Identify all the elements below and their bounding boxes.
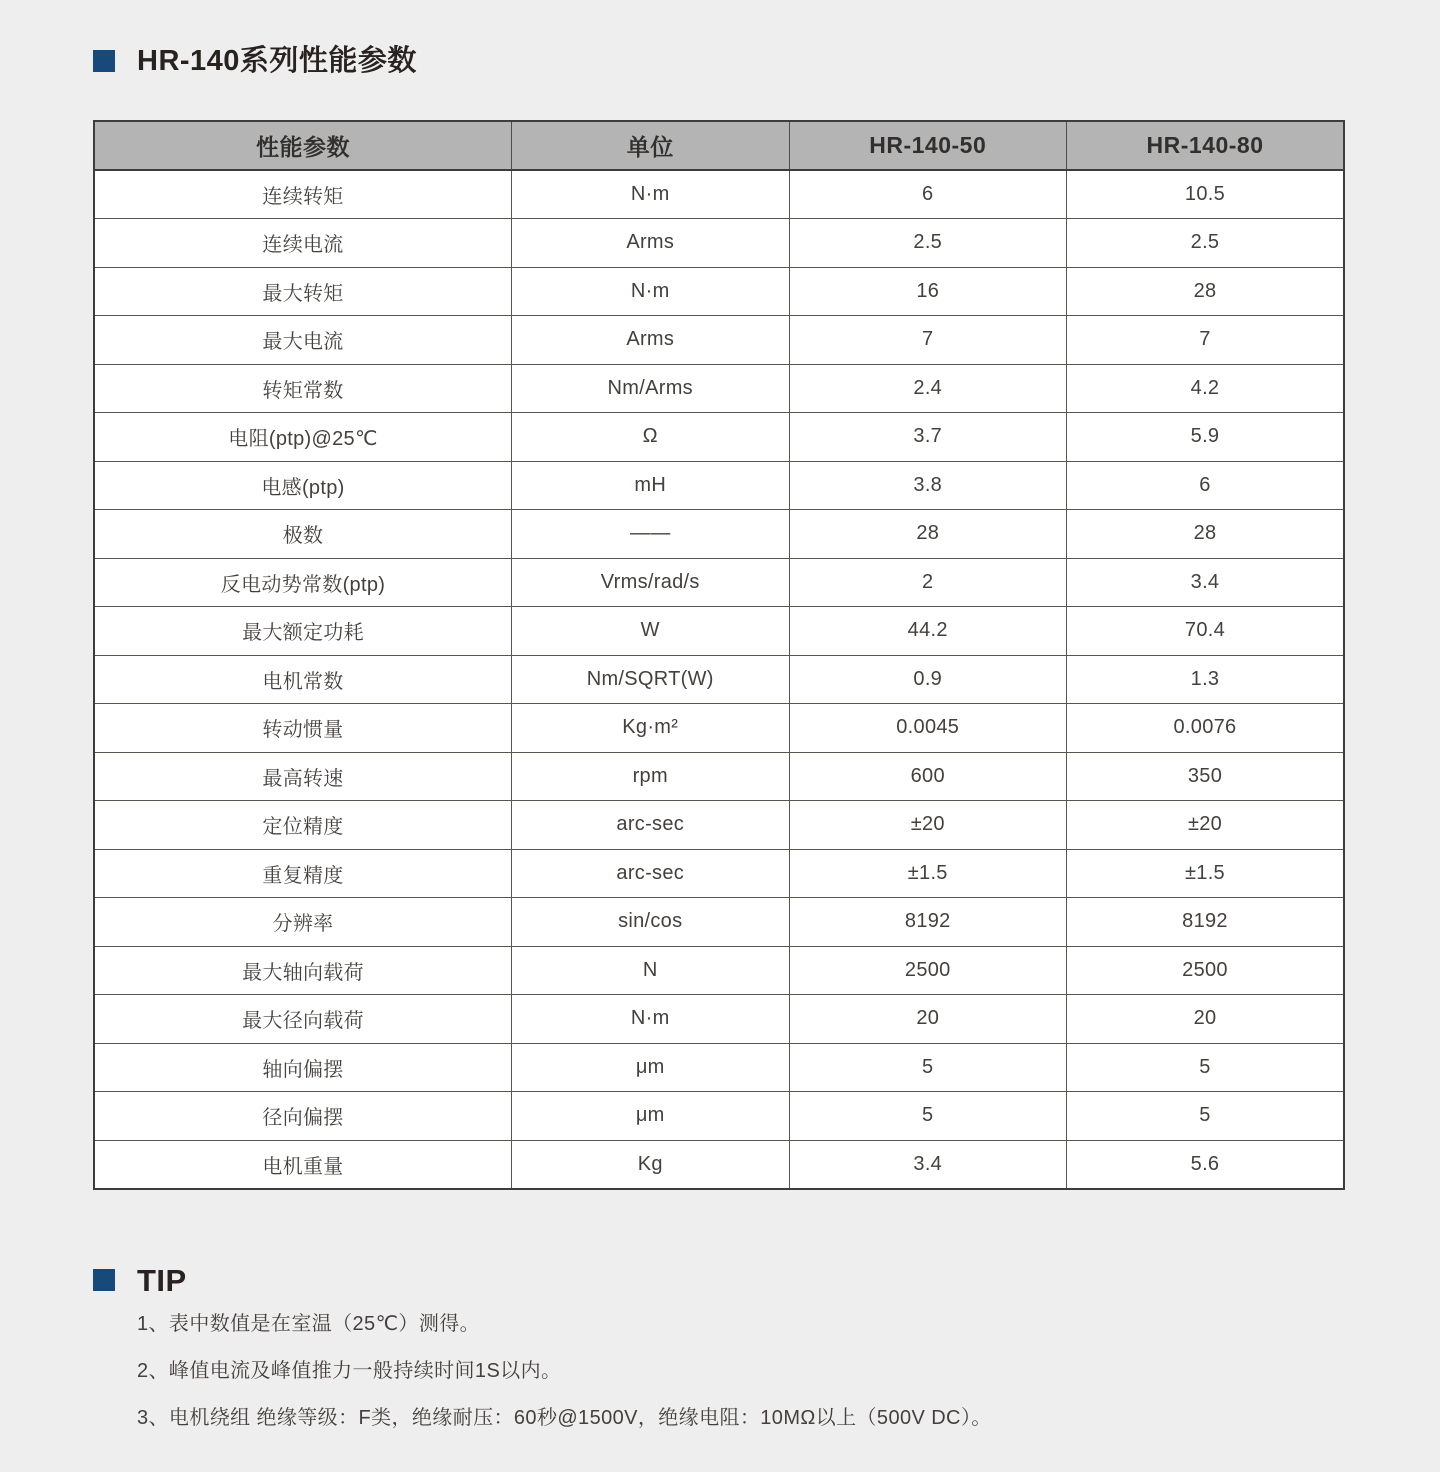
table-row bbox=[94, 1043, 1344, 1092]
param-cell: 电阻(ptp)@25℃ bbox=[94, 413, 512, 462]
table-row bbox=[94, 752, 1344, 801]
hr-140-50-cell: 8192 bbox=[789, 898, 1067, 947]
unit-cell: mH bbox=[512, 461, 790, 510]
table-row bbox=[94, 364, 1344, 413]
table-row bbox=[94, 849, 1344, 898]
hr-140-50-cell: 7 bbox=[789, 316, 1067, 365]
hr-140-80-cell: 6 bbox=[1067, 461, 1345, 510]
unit-cell: N bbox=[512, 946, 790, 995]
table-row bbox=[94, 316, 1344, 365]
table-row bbox=[94, 655, 1344, 704]
hr-140-50-cell: 2 bbox=[789, 558, 1067, 607]
hr-140-50-cell: 0.9 bbox=[789, 655, 1067, 704]
param-cell: 最大转矩 bbox=[94, 267, 512, 316]
table-row bbox=[94, 704, 1344, 753]
header-cell-hr-140-50: HR-140-50 bbox=[789, 121, 1067, 170]
unit-cell: sin/cos bbox=[512, 898, 790, 947]
hr-140-80-cell: 5.9 bbox=[1067, 413, 1345, 462]
unit-cell: Nm/SQRT(W) bbox=[512, 655, 790, 704]
unit-cell: N·m bbox=[512, 170, 790, 219]
unit-cell: arc-sec bbox=[512, 801, 790, 850]
unit-cell: Ω bbox=[512, 413, 790, 462]
hr-140-80-cell: 28 bbox=[1067, 267, 1345, 316]
hr-140-50-cell: 6 bbox=[789, 170, 1067, 219]
param-cell: 最大轴向载荷 bbox=[94, 946, 512, 995]
hr-140-50-cell: 5 bbox=[789, 1092, 1067, 1141]
param-cell: 连续电流 bbox=[94, 219, 512, 268]
param-cell: 最高转速 bbox=[94, 752, 512, 801]
performance-table bbox=[93, 120, 1345, 1190]
table-row bbox=[94, 898, 1344, 947]
param-cell: 连续转矩 bbox=[94, 170, 512, 219]
table-row bbox=[94, 413, 1344, 462]
section-bullet-icon bbox=[93, 50, 115, 72]
param-cell: 轴向偏摆 bbox=[94, 1043, 512, 1092]
hr-140-80-cell: 2500 bbox=[1067, 946, 1345, 995]
hr-140-50-cell: 3.7 bbox=[789, 413, 1067, 462]
hr-140-50-cell: 44.2 bbox=[789, 607, 1067, 656]
unit-cell: N·m bbox=[512, 267, 790, 316]
table-row bbox=[94, 267, 1344, 316]
param-cell: 重复精度 bbox=[94, 849, 512, 898]
hr-140-80-cell: 8192 bbox=[1067, 898, 1345, 947]
unit-cell: W bbox=[512, 607, 790, 656]
table-row bbox=[94, 558, 1344, 607]
hr-140-80-cell: 28 bbox=[1067, 510, 1345, 559]
hr-140-80-cell: ±1.5 bbox=[1067, 849, 1345, 898]
header-cell-parameter: 性能参数 bbox=[94, 121, 512, 170]
param-cell: 电感(ptp) bbox=[94, 461, 512, 510]
hr-140-80-cell: 5 bbox=[1067, 1092, 1345, 1141]
param-cell: 极数 bbox=[94, 510, 512, 559]
hr-140-50-cell: 2.5 bbox=[789, 219, 1067, 268]
hr-140-50-cell: 2.4 bbox=[789, 364, 1067, 413]
unit-cell: Kg·m² bbox=[512, 704, 790, 753]
param-cell: 反电动势常数(ptp) bbox=[94, 558, 512, 607]
header-cell-unit: 单位 bbox=[512, 121, 790, 170]
hr-140-50-cell: 5 bbox=[789, 1043, 1067, 1092]
hr-140-80-cell: 5.6 bbox=[1067, 1140, 1345, 1189]
section-header-performance bbox=[93, 45, 417, 76]
unit-cell: Vrms/rad/s bbox=[512, 558, 790, 607]
hr-140-50-cell: 16 bbox=[789, 267, 1067, 316]
unit-cell: Nm/Arms bbox=[512, 364, 790, 413]
table-row bbox=[94, 510, 1344, 559]
hr-140-80-cell: 5 bbox=[1067, 1043, 1345, 1092]
param-cell: 转矩常数 bbox=[94, 364, 512, 413]
param-cell: 径向偏摆 bbox=[94, 1092, 512, 1141]
tip-notes bbox=[137, 1310, 992, 1432]
tip-note-3: 3、电机绕组 绝缘等级：F类，绝缘耐压：60秒@1500V，绝缘电阻：10MΩ以上（500V DC）。 bbox=[137, 1407, 992, 1429]
hr-140-80-cell: 1.3 bbox=[1067, 655, 1345, 704]
param-cell: 电机常数 bbox=[94, 655, 512, 704]
header-cell-hr-140-80: HR-140-80 bbox=[1067, 121, 1345, 170]
unit-cell: μm bbox=[512, 1092, 790, 1141]
hr-140-50-cell: 28 bbox=[789, 510, 1067, 559]
table-row bbox=[94, 461, 1344, 510]
table-row bbox=[94, 801, 1344, 850]
hr-140-80-cell: 4.2 bbox=[1067, 364, 1345, 413]
unit-cell: arc-sec bbox=[512, 849, 790, 898]
section-title: HR-140系列性能参数 bbox=[137, 45, 417, 77]
table-row bbox=[94, 1140, 1344, 1189]
table-row bbox=[94, 1092, 1344, 1141]
unit-cell: N·m bbox=[512, 995, 790, 1044]
hr-140-50-cell: 20 bbox=[789, 995, 1067, 1044]
param-cell: 最大额定功耗 bbox=[94, 607, 512, 656]
param-cell: 电机重量 bbox=[94, 1140, 512, 1189]
table-row bbox=[94, 607, 1344, 656]
hr-140-80-cell: ±20 bbox=[1067, 801, 1345, 850]
table-body bbox=[94, 170, 1344, 1189]
hr-140-80-cell: 350 bbox=[1067, 752, 1345, 801]
section-bullet-icon bbox=[93, 1269, 115, 1291]
table-row bbox=[94, 995, 1344, 1044]
param-cell: 转动惯量 bbox=[94, 704, 512, 753]
hr-140-80-cell: 2.5 bbox=[1067, 219, 1345, 268]
hr-140-50-cell: 600 bbox=[789, 752, 1067, 801]
hr-140-50-cell: 3.8 bbox=[789, 461, 1067, 510]
tip-note-2: 2、峰值电流及峰值推力一般持续时间1S以内。 bbox=[137, 1360, 562, 1382]
table-row bbox=[94, 219, 1344, 268]
hr-140-50-cell: 2500 bbox=[789, 946, 1067, 995]
table-row bbox=[94, 170, 1344, 219]
hr-140-50-cell: 0.0045 bbox=[789, 704, 1067, 753]
table-row bbox=[94, 946, 1344, 995]
hr-140-80-cell: 3.4 bbox=[1067, 558, 1345, 607]
hr-140-80-cell: 20 bbox=[1067, 995, 1345, 1044]
unit-cell: μm bbox=[512, 1043, 790, 1092]
section-header-tip bbox=[93, 1263, 187, 1296]
hr-140-80-cell: 10.5 bbox=[1067, 170, 1345, 219]
hr-140-80-cell: 7 bbox=[1067, 316, 1345, 365]
param-cell: 分辨率 bbox=[94, 898, 512, 947]
param-cell: 最大电流 bbox=[94, 316, 512, 365]
unit-cell: Kg bbox=[512, 1140, 790, 1189]
param-cell: 定位精度 bbox=[94, 801, 512, 850]
tip-title: TIP bbox=[137, 1263, 187, 1298]
table-header-row bbox=[94, 121, 1344, 170]
hr-140-50-cell: 3.4 bbox=[789, 1140, 1067, 1189]
table-head bbox=[94, 121, 1344, 170]
tip-note-1: 1、表中数值是在室温（25℃）测得。 bbox=[137, 1313, 481, 1335]
hr-140-50-cell: ±20 bbox=[789, 801, 1067, 850]
unit-cell: —— bbox=[512, 510, 790, 559]
hr-140-80-cell: 0.0076 bbox=[1067, 704, 1345, 753]
unit-cell: Arms bbox=[512, 316, 790, 365]
unit-cell: rpm bbox=[512, 752, 790, 801]
hr-140-50-cell: ±1.5 bbox=[789, 849, 1067, 898]
hr-140-80-cell: 70.4 bbox=[1067, 607, 1345, 656]
unit-cell: Arms bbox=[512, 219, 790, 268]
param-cell: 最大径向载荷 bbox=[94, 995, 512, 1044]
